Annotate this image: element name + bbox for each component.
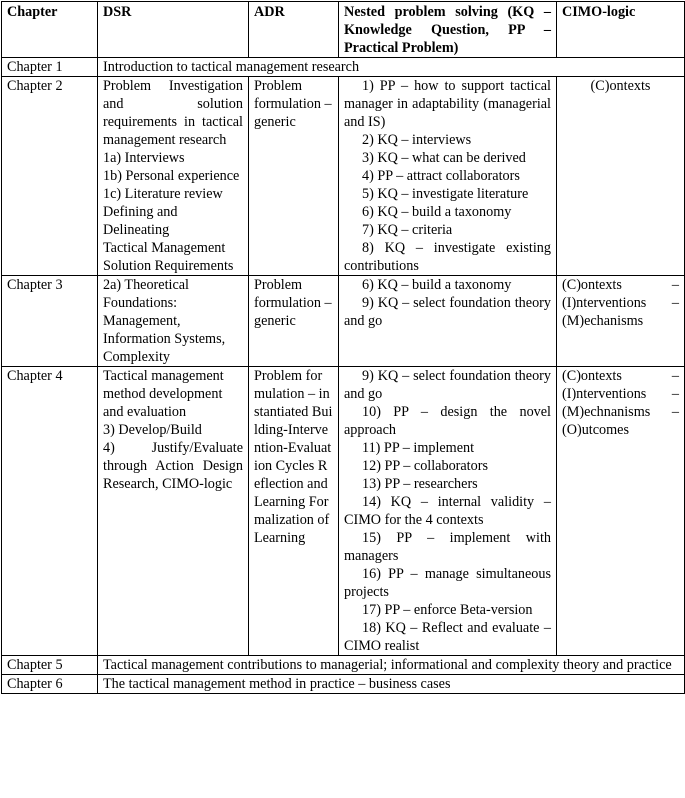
nested-item: 8) KQ – investigate existing contributions bbox=[344, 240, 551, 274]
header-row bbox=[2, 2, 685, 58]
header-adr: ADR bbox=[249, 2, 339, 58]
chapter-cell: Chapter 3 bbox=[2, 276, 98, 367]
row-chapter-6 bbox=[2, 675, 685, 694]
adr-cell: Problem formulation – generic bbox=[249, 276, 339, 367]
nested-item: 11) PP – implement bbox=[362, 440, 475, 456]
nested-item: 16) PP – manage simultaneous projects bbox=[344, 566, 551, 600]
dsr-text: Tactical Management Solution Requirements bbox=[103, 240, 234, 274]
dsr-step: 1a) Interviews bbox=[103, 150, 185, 166]
nested-item: 7) KQ – criteria bbox=[362, 222, 453, 238]
row-chapter-2 bbox=[2, 77, 685, 276]
row-chapter-1 bbox=[2, 58, 685, 77]
chapter-cell: Chapter 1 bbox=[2, 58, 98, 77]
adr-cell: Problem formulation – generic bbox=[249, 77, 339, 276]
nested-item: 6) KQ – build a taxonomy bbox=[362, 277, 512, 293]
dsr-step: 1c) Literature review Defining and Delineating bbox=[103, 186, 223, 238]
chapter-description: Introduction to tactical management research bbox=[98, 58, 685, 77]
chapter-cell: Chapter 5 bbox=[2, 656, 98, 675]
nested-item: 2) KQ – interviews bbox=[362, 132, 472, 148]
header-cimo: CIMO-logic bbox=[557, 2, 685, 58]
dsr-text: Problem Investigation and solution requirements in tactical management research bbox=[103, 78, 243, 148]
cimo-cell: (C)ontexts – (I)nterventions – (M)echanisms bbox=[557, 276, 685, 367]
dsr-step: 1b) Personal experience bbox=[103, 168, 240, 184]
nested-cell bbox=[339, 77, 557, 276]
nested-item: 1) PP – how to support tactical manager in adaptability (managerial and IS) bbox=[344, 78, 551, 130]
row-chapter-4 bbox=[2, 367, 685, 656]
dsr-text: Tactical management method development and evaluation bbox=[103, 368, 224, 420]
nested-item: 9) KQ – select foundation theory and go bbox=[344, 368, 551, 402]
nested-cell bbox=[339, 276, 557, 367]
chapter-cell: Chapter 4 bbox=[2, 367, 98, 656]
header-dsr: DSR bbox=[98, 2, 249, 58]
dsr-cell bbox=[98, 367, 249, 656]
chapter-cell: Chapter 6 bbox=[2, 675, 98, 694]
nested-item: 17) PP – enforce Beta-version bbox=[362, 602, 533, 618]
nested-item: 10) PP – design the novel approach bbox=[344, 404, 551, 438]
nested-item: 18) KQ – Reflect and evaluate – CIMO realist bbox=[344, 620, 551, 654]
row-chapter-5 bbox=[2, 656, 685, 675]
nested-item: 6) KQ – build a taxonomy bbox=[362, 204, 512, 220]
nested-item: 14) KQ – internal validity – CIMO for the 4 contexts bbox=[344, 494, 551, 528]
row-chapter-3 bbox=[2, 276, 685, 367]
chapter-description: The tactical management method in practice – business cases bbox=[98, 675, 685, 694]
dsr-step: 4) Justify/Evaluate through Action Design Research, CIMO-logic bbox=[103, 440, 243, 492]
nested-item: 5) KQ – investigate literature bbox=[362, 186, 529, 202]
header-chapter: Chapter bbox=[2, 2, 98, 58]
adr-cell: Problem formulation – instantiated Building-Intervention-Evaluation Cycles Reflection and Learning Formalization of Learning bbox=[249, 367, 339, 656]
header-nested: Nested problem solving (KQ – Knowledge Question, PP – Practical Problem) bbox=[339, 2, 557, 58]
cimo-cell: (C)ontexts bbox=[557, 77, 685, 276]
nested-item: 13) PP – researchers bbox=[362, 476, 478, 492]
cimo-cell: (C)ontexts – (I)nterventions – (M)echnanisms – (O)utcomes bbox=[557, 367, 685, 656]
nested-item: 12) PP – collaborators bbox=[362, 458, 488, 474]
chapter-description: Tactical management contributions to managerial; informational and complexity theory and practice bbox=[98, 656, 685, 675]
dsr-cell bbox=[98, 77, 249, 276]
nested-item: 4) PP – attract collaborators bbox=[362, 168, 520, 184]
nested-cell bbox=[339, 367, 557, 656]
nested-item: 15) PP – implement with managers bbox=[344, 530, 551, 564]
nested-item: 9) KQ – select foundation theory and go bbox=[344, 295, 551, 329]
chapter-cell: Chapter 2 bbox=[2, 77, 98, 276]
nested-item: 3) KQ – what can be derived bbox=[362, 150, 526, 166]
dsr-cell: 2a) Theoretical Foundations: Management, Information Systems, Complexity bbox=[98, 276, 249, 367]
dsr-step: 3) Develop/Build bbox=[103, 422, 202, 438]
research-design-table bbox=[1, 1, 685, 694]
